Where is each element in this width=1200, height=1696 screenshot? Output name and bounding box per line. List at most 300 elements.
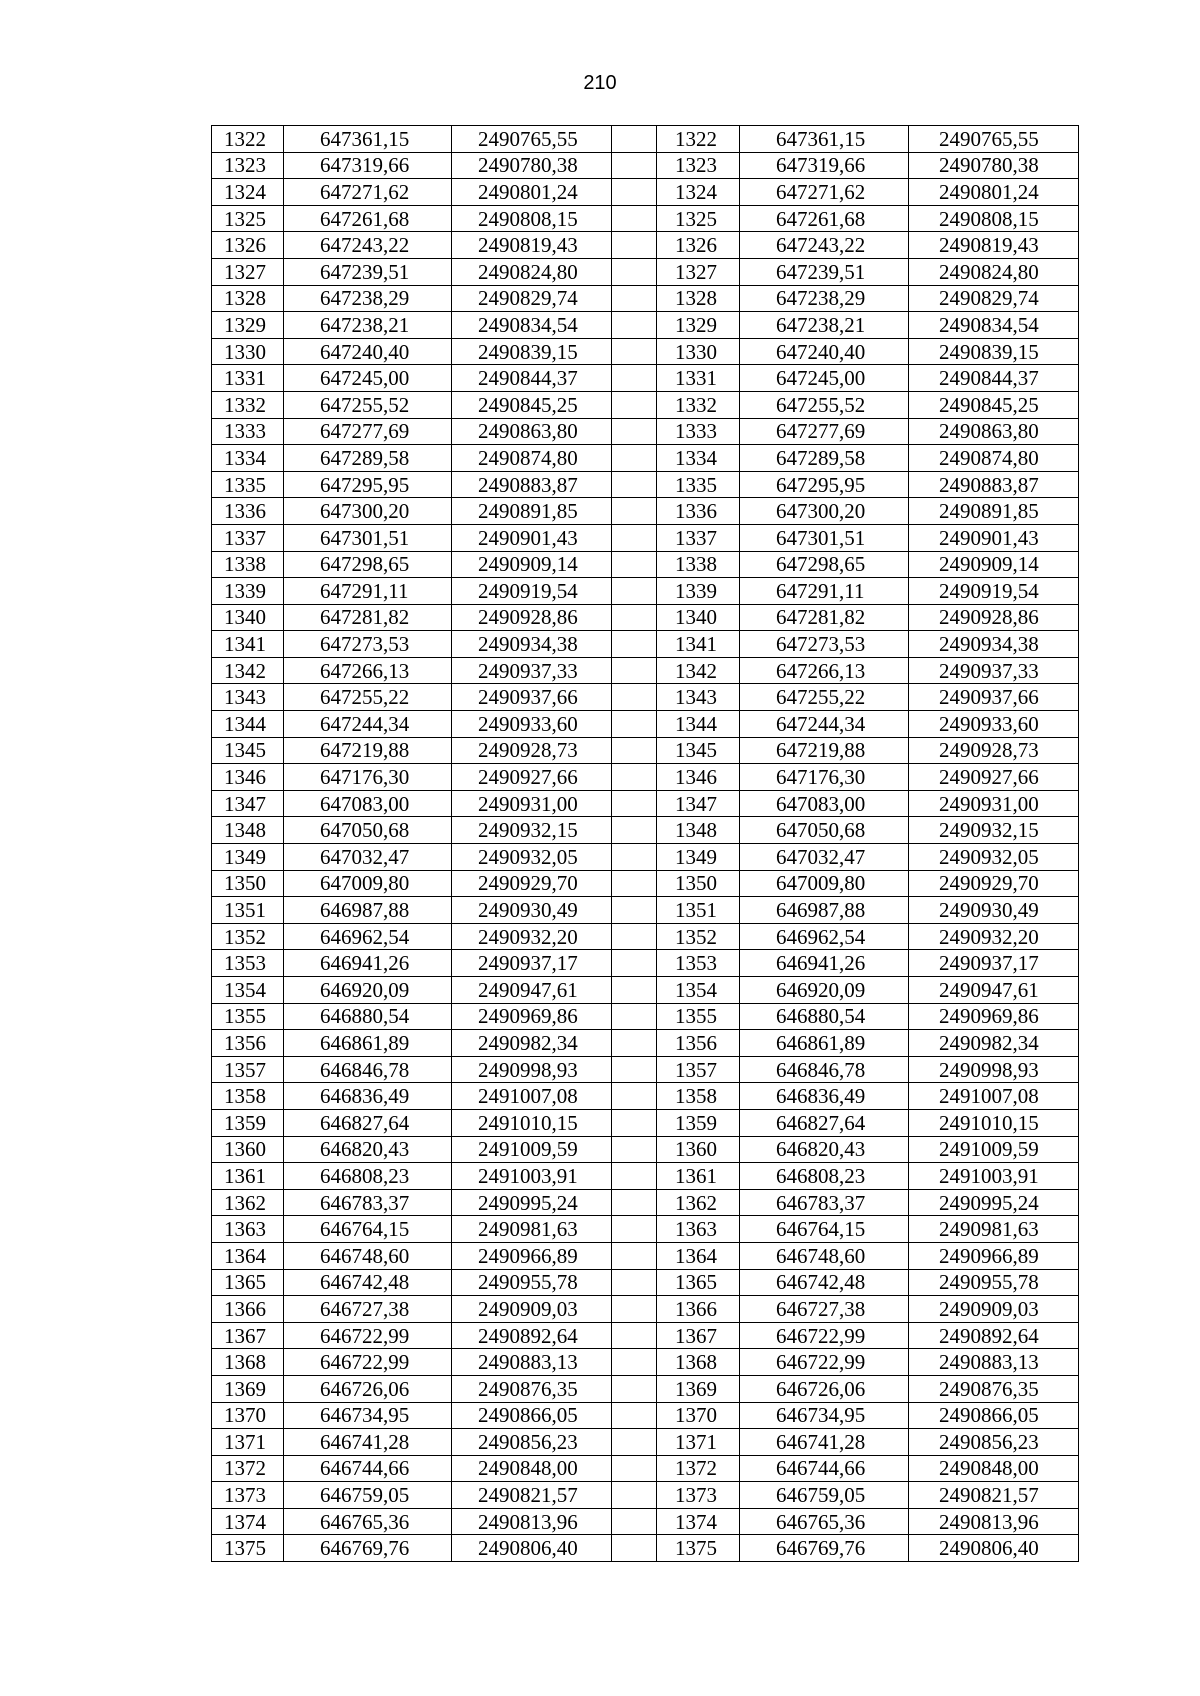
cell-y-coordinate: 2490932,15 xyxy=(452,817,612,844)
cell-x-coordinate: 647238,21 xyxy=(740,312,909,339)
cell-spacer xyxy=(612,977,657,1004)
cell-x-coordinate: 647083,00 xyxy=(740,790,909,817)
cell-y-coordinate: 2490919,54 xyxy=(909,578,1079,605)
cell-spacer xyxy=(612,1216,657,1243)
cell-point-number: 1363 xyxy=(212,1216,284,1243)
cell-point-number: 1370 xyxy=(657,1402,740,1429)
cell-y-coordinate: 2490931,00 xyxy=(909,790,1079,817)
table-row xyxy=(212,1163,1079,1190)
cell-point-number: 1372 xyxy=(657,1455,740,1482)
cell-x-coordinate: 647238,29 xyxy=(284,285,452,312)
table-row xyxy=(212,1482,1079,1509)
table-row xyxy=(212,524,1079,551)
cell-y-coordinate: 2491009,59 xyxy=(452,1136,612,1163)
table-row xyxy=(212,1269,1079,1296)
coordinates-table-body xyxy=(212,126,1079,1562)
cell-point-number: 1348 xyxy=(212,817,284,844)
cell-spacer xyxy=(612,1242,657,1269)
cell-point-number: 1324 xyxy=(212,179,284,206)
cell-point-number: 1325 xyxy=(657,205,740,232)
cell-x-coordinate: 647255,52 xyxy=(740,391,909,418)
cell-point-number: 1341 xyxy=(212,631,284,658)
cell-point-number: 1374 xyxy=(657,1508,740,1535)
table-row xyxy=(212,1296,1079,1323)
cell-spacer xyxy=(612,179,657,206)
cell-point-number: 1329 xyxy=(657,312,740,339)
table-row xyxy=(212,870,1079,897)
table-row xyxy=(212,1402,1079,1429)
table-row xyxy=(212,258,1079,285)
cell-x-coordinate: 647238,29 xyxy=(740,285,909,312)
cell-point-number: 1325 xyxy=(212,205,284,232)
cell-spacer xyxy=(612,1375,657,1402)
cell-x-coordinate: 647277,69 xyxy=(284,418,452,445)
cell-point-number: 1330 xyxy=(657,338,740,365)
cell-spacer xyxy=(612,471,657,498)
table-row xyxy=(212,205,1079,232)
cell-y-coordinate: 2491010,15 xyxy=(909,1109,1079,1136)
cell-point-number: 1326 xyxy=(212,232,284,259)
cell-x-coordinate: 646759,05 xyxy=(740,1482,909,1509)
cell-y-coordinate: 2491003,91 xyxy=(452,1163,612,1190)
cell-x-coordinate: 646827,64 xyxy=(740,1109,909,1136)
cell-x-coordinate: 646920,09 xyxy=(284,977,452,1004)
cell-point-number: 1337 xyxy=(657,524,740,551)
table-row xyxy=(212,471,1079,498)
cell-point-number: 1347 xyxy=(657,790,740,817)
cell-x-coordinate: 647176,30 xyxy=(284,764,452,791)
cell-y-coordinate: 2490839,15 xyxy=(909,338,1079,365)
cell-point-number: 1364 xyxy=(212,1242,284,1269)
cell-point-number: 1338 xyxy=(212,551,284,578)
table-row xyxy=(212,1322,1079,1349)
cell-x-coordinate: 647009,80 xyxy=(284,870,452,897)
cell-x-coordinate: 647176,30 xyxy=(740,764,909,791)
cell-point-number: 1364 xyxy=(657,1242,740,1269)
cell-spacer xyxy=(612,737,657,764)
cell-y-coordinate: 2490834,54 xyxy=(909,312,1079,339)
cell-point-number: 1336 xyxy=(212,498,284,525)
cell-point-number: 1343 xyxy=(212,684,284,711)
cell-x-coordinate: 647243,22 xyxy=(740,232,909,259)
cell-y-coordinate: 2490927,66 xyxy=(909,764,1079,791)
cell-y-coordinate: 2490806,40 xyxy=(909,1535,1079,1562)
table-row xyxy=(212,711,1079,738)
cell-spacer xyxy=(612,551,657,578)
cell-y-coordinate: 2490966,89 xyxy=(909,1242,1079,1269)
table-row xyxy=(212,1083,1079,1110)
cell-y-coordinate: 2490981,63 xyxy=(452,1216,612,1243)
cell-x-coordinate: 646742,48 xyxy=(284,1269,452,1296)
cell-point-number: 1358 xyxy=(657,1083,740,1110)
cell-x-coordinate: 647300,20 xyxy=(284,498,452,525)
cell-x-coordinate: 647261,68 xyxy=(284,205,452,232)
cell-y-coordinate: 2490883,87 xyxy=(909,471,1079,498)
cell-y-coordinate: 2490892,64 xyxy=(909,1322,1079,1349)
cell-point-number: 1344 xyxy=(212,711,284,738)
cell-point-number: 1355 xyxy=(657,1003,740,1030)
cell-spacer xyxy=(612,657,657,684)
cell-y-coordinate: 2490845,25 xyxy=(909,391,1079,418)
cell-y-coordinate: 2490801,24 xyxy=(452,179,612,206)
cell-spacer xyxy=(612,844,657,871)
cell-x-coordinate: 647281,82 xyxy=(740,604,909,631)
cell-y-coordinate: 2490934,38 xyxy=(452,631,612,658)
cell-x-coordinate: 646769,76 xyxy=(740,1535,909,1562)
cell-x-coordinate: 646783,37 xyxy=(740,1189,909,1216)
cell-y-coordinate: 2490866,05 xyxy=(452,1402,612,1429)
cell-x-coordinate: 646764,15 xyxy=(284,1216,452,1243)
cell-point-number: 1333 xyxy=(657,418,740,445)
cell-point-number: 1323 xyxy=(657,152,740,179)
cell-y-coordinate: 2490909,14 xyxy=(909,551,1079,578)
cell-y-coordinate: 2490892,64 xyxy=(452,1322,612,1349)
table-row xyxy=(212,285,1079,312)
cell-point-number: 1328 xyxy=(212,285,284,312)
table-row xyxy=(212,391,1079,418)
cell-y-coordinate: 2490998,93 xyxy=(909,1056,1079,1083)
cell-spacer xyxy=(612,631,657,658)
cell-spacer xyxy=(612,817,657,844)
cell-x-coordinate: 647273,53 xyxy=(284,631,452,658)
cell-x-coordinate: 647239,51 xyxy=(284,258,452,285)
cell-y-coordinate: 2490829,74 xyxy=(452,285,612,312)
cell-point-number: 1373 xyxy=(657,1482,740,1509)
cell-x-coordinate: 647245,00 xyxy=(284,365,452,392)
cell-point-number: 1346 xyxy=(657,764,740,791)
cell-point-number: 1362 xyxy=(657,1189,740,1216)
cell-spacer xyxy=(612,870,657,897)
cell-y-coordinate: 2490928,86 xyxy=(452,604,612,631)
table-row xyxy=(212,445,1079,472)
cell-y-coordinate: 2490981,63 xyxy=(909,1216,1079,1243)
cell-x-coordinate: 647261,68 xyxy=(740,205,909,232)
cell-spacer xyxy=(612,1349,657,1376)
cell-point-number: 1344 xyxy=(657,711,740,738)
cell-x-coordinate: 646987,88 xyxy=(284,897,452,924)
cell-point-number: 1359 xyxy=(212,1109,284,1136)
cell-x-coordinate: 647291,11 xyxy=(284,578,452,605)
table-row xyxy=(212,897,1079,924)
cell-x-coordinate: 646820,43 xyxy=(740,1136,909,1163)
table-row xyxy=(212,1216,1079,1243)
cell-y-coordinate: 2490966,89 xyxy=(452,1242,612,1269)
table-row xyxy=(212,1030,1079,1057)
cell-y-coordinate: 2490821,57 xyxy=(452,1482,612,1509)
cell-point-number: 1335 xyxy=(212,471,284,498)
cell-point-number: 1324 xyxy=(657,179,740,206)
cell-y-coordinate: 2490848,00 xyxy=(452,1455,612,1482)
cell-x-coordinate: 647289,58 xyxy=(740,445,909,472)
cell-y-coordinate: 2490863,80 xyxy=(452,418,612,445)
cell-spacer xyxy=(612,764,657,791)
cell-y-coordinate: 2490863,80 xyxy=(909,418,1079,445)
cell-y-coordinate: 2490909,03 xyxy=(909,1296,1079,1323)
table-row xyxy=(212,418,1079,445)
cell-y-coordinate: 2491010,15 xyxy=(452,1109,612,1136)
cell-spacer xyxy=(612,578,657,605)
cell-point-number: 1339 xyxy=(657,578,740,605)
cell-y-coordinate: 2490808,15 xyxy=(909,205,1079,232)
cell-point-number: 1334 xyxy=(212,445,284,472)
table-row xyxy=(212,1349,1079,1376)
cell-x-coordinate: 647050,68 xyxy=(740,817,909,844)
cell-x-coordinate: 646769,76 xyxy=(284,1535,452,1562)
cell-point-number: 1343 xyxy=(657,684,740,711)
cell-y-coordinate: 2490929,70 xyxy=(909,870,1079,897)
cell-point-number: 1331 xyxy=(212,365,284,392)
cell-point-number: 1371 xyxy=(657,1429,740,1456)
cell-x-coordinate: 647289,58 xyxy=(284,445,452,472)
cell-x-coordinate: 646820,43 xyxy=(284,1136,452,1163)
cell-point-number: 1356 xyxy=(657,1030,740,1057)
cell-x-coordinate: 646846,78 xyxy=(284,1056,452,1083)
cell-x-coordinate: 646748,60 xyxy=(284,1242,452,1269)
cell-x-coordinate: 647240,40 xyxy=(740,338,909,365)
table-row xyxy=(212,338,1079,365)
cell-x-coordinate: 646941,26 xyxy=(284,950,452,977)
cell-y-coordinate: 2490883,13 xyxy=(452,1349,612,1376)
table-row xyxy=(212,179,1079,206)
cell-y-coordinate: 2490928,73 xyxy=(452,737,612,764)
cell-point-number: 1354 xyxy=(657,977,740,1004)
cell-x-coordinate: 647291,11 xyxy=(740,578,909,605)
cell-point-number: 1368 xyxy=(657,1349,740,1376)
cell-point-number: 1331 xyxy=(657,365,740,392)
cell-y-coordinate: 2490932,20 xyxy=(909,923,1079,950)
cell-x-coordinate: 646861,89 xyxy=(284,1030,452,1057)
cell-point-number: 1358 xyxy=(212,1083,284,1110)
cell-y-coordinate: 2491003,91 xyxy=(909,1163,1079,1190)
cell-y-coordinate: 2490839,15 xyxy=(452,338,612,365)
cell-y-coordinate: 2490932,05 xyxy=(452,844,612,871)
table-row xyxy=(212,1056,1079,1083)
cell-point-number: 1342 xyxy=(212,657,284,684)
cell-x-coordinate: 647319,66 xyxy=(740,152,909,179)
cell-x-coordinate: 646941,26 xyxy=(740,950,909,977)
cell-x-coordinate: 647244,34 xyxy=(284,711,452,738)
cell-y-coordinate: 2490982,34 xyxy=(909,1030,1079,1057)
cell-y-coordinate: 2490824,80 xyxy=(909,258,1079,285)
cell-spacer xyxy=(612,126,657,153)
cell-y-coordinate: 2490844,37 xyxy=(452,365,612,392)
table-row xyxy=(212,950,1079,977)
cell-x-coordinate: 647240,40 xyxy=(284,338,452,365)
cell-spacer xyxy=(612,1163,657,1190)
cell-spacer xyxy=(612,365,657,392)
cell-x-coordinate: 647298,65 xyxy=(284,551,452,578)
cell-y-coordinate: 2490998,93 xyxy=(452,1056,612,1083)
cell-point-number: 1373 xyxy=(212,1482,284,1509)
cell-x-coordinate: 646920,09 xyxy=(740,977,909,1004)
cell-y-coordinate: 2491007,08 xyxy=(452,1083,612,1110)
cell-spacer xyxy=(612,1109,657,1136)
cell-x-coordinate: 646741,28 xyxy=(284,1429,452,1456)
table-row xyxy=(212,1189,1079,1216)
cell-y-coordinate: 2490874,80 xyxy=(909,445,1079,472)
cell-spacer xyxy=(612,205,657,232)
cell-point-number: 1366 xyxy=(657,1296,740,1323)
cell-x-coordinate: 646734,95 xyxy=(740,1402,909,1429)
cell-x-coordinate: 647319,66 xyxy=(284,152,452,179)
cell-y-coordinate: 2490876,35 xyxy=(452,1375,612,1402)
cell-x-coordinate: 646962,54 xyxy=(740,923,909,950)
cell-y-coordinate: 2490937,17 xyxy=(452,950,612,977)
cell-y-coordinate: 2490883,13 xyxy=(909,1349,1079,1376)
cell-x-coordinate: 646722,99 xyxy=(740,1349,909,1376)
cell-spacer xyxy=(612,1056,657,1083)
cell-y-coordinate: 2490969,86 xyxy=(452,1003,612,1030)
cell-x-coordinate: 646722,99 xyxy=(284,1322,452,1349)
cell-point-number: 1362 xyxy=(212,1189,284,1216)
cell-spacer xyxy=(612,1322,657,1349)
cell-spacer xyxy=(612,711,657,738)
cell-y-coordinate: 2490955,78 xyxy=(452,1269,612,1296)
table-row xyxy=(212,923,1079,950)
cell-y-coordinate: 2490891,85 xyxy=(452,498,612,525)
cell-spacer xyxy=(612,1269,657,1296)
cell-point-number: 1353 xyxy=(212,950,284,977)
cell-x-coordinate: 646987,88 xyxy=(740,897,909,924)
cell-point-number: 1330 xyxy=(212,338,284,365)
cell-x-coordinate: 646726,06 xyxy=(284,1375,452,1402)
cell-x-coordinate: 647298,65 xyxy=(740,551,909,578)
cell-point-number: 1372 xyxy=(212,1455,284,1482)
cell-y-coordinate: 2490829,74 xyxy=(909,285,1079,312)
cell-x-coordinate: 647361,15 xyxy=(740,126,909,153)
cell-x-coordinate: 646741,28 xyxy=(740,1429,909,1456)
cell-x-coordinate: 646808,23 xyxy=(284,1163,452,1190)
cell-x-coordinate: 647243,22 xyxy=(284,232,452,259)
cell-x-coordinate: 646759,05 xyxy=(284,1482,452,1509)
table-row xyxy=(212,737,1079,764)
cell-x-coordinate: 646880,54 xyxy=(284,1003,452,1030)
cell-spacer xyxy=(612,338,657,365)
cell-point-number: 1332 xyxy=(212,391,284,418)
cell-spacer xyxy=(612,1189,657,1216)
cell-point-number: 1353 xyxy=(657,950,740,977)
cell-spacer xyxy=(612,418,657,445)
cell-x-coordinate: 647266,13 xyxy=(740,657,909,684)
cell-point-number: 1361 xyxy=(657,1163,740,1190)
cell-y-coordinate: 2490919,54 xyxy=(452,578,612,605)
cell-x-coordinate: 647301,51 xyxy=(740,524,909,551)
cell-point-number: 1349 xyxy=(212,844,284,871)
cell-spacer xyxy=(612,285,657,312)
cell-y-coordinate: 2490844,37 xyxy=(909,365,1079,392)
cell-y-coordinate: 2490955,78 xyxy=(909,1269,1079,1296)
cell-point-number: 1349 xyxy=(657,844,740,871)
cell-point-number: 1327 xyxy=(657,258,740,285)
cell-y-coordinate: 2490819,43 xyxy=(909,232,1079,259)
cell-x-coordinate: 646808,23 xyxy=(740,1163,909,1190)
cell-x-coordinate: 646783,37 xyxy=(284,1189,452,1216)
cell-y-coordinate: 2490780,38 xyxy=(452,152,612,179)
cell-x-coordinate: 647219,88 xyxy=(284,737,452,764)
cell-y-coordinate: 2490801,24 xyxy=(909,179,1079,206)
table-row xyxy=(212,1535,1079,1562)
table-row xyxy=(212,1242,1079,1269)
table-row xyxy=(212,790,1079,817)
cell-point-number: 1340 xyxy=(212,604,284,631)
cell-spacer xyxy=(612,684,657,711)
cell-x-coordinate: 646765,36 xyxy=(284,1508,452,1535)
table-row xyxy=(212,1109,1079,1136)
cell-x-coordinate: 646764,15 xyxy=(740,1216,909,1243)
cell-y-coordinate: 2490929,70 xyxy=(452,870,612,897)
cell-point-number: 1366 xyxy=(212,1296,284,1323)
cell-y-coordinate: 2490932,15 xyxy=(909,817,1079,844)
page-number: 210 xyxy=(583,72,617,94)
cell-point-number: 1368 xyxy=(212,1349,284,1376)
cell-y-coordinate: 2490876,35 xyxy=(909,1375,1079,1402)
cell-spacer xyxy=(612,1429,657,1456)
cell-x-coordinate: 647295,95 xyxy=(740,471,909,498)
cell-y-coordinate: 2490927,66 xyxy=(452,764,612,791)
cell-point-number: 1363 xyxy=(657,1216,740,1243)
cell-x-coordinate: 647295,95 xyxy=(284,471,452,498)
cell-y-coordinate: 2490765,55 xyxy=(452,126,612,153)
cell-point-number: 1339 xyxy=(212,578,284,605)
cell-y-coordinate: 2491009,59 xyxy=(909,1136,1079,1163)
cell-point-number: 1365 xyxy=(212,1269,284,1296)
cell-x-coordinate: 647219,88 xyxy=(740,737,909,764)
cell-point-number: 1341 xyxy=(657,631,740,658)
cell-point-number: 1360 xyxy=(212,1136,284,1163)
cell-point-number: 1352 xyxy=(657,923,740,950)
cell-point-number: 1356 xyxy=(212,1030,284,1057)
cell-spacer xyxy=(612,1136,657,1163)
cell-point-number: 1374 xyxy=(212,1508,284,1535)
cell-point-number: 1370 xyxy=(212,1402,284,1429)
cell-point-number: 1329 xyxy=(212,312,284,339)
cell-point-number: 1354 xyxy=(212,977,284,1004)
cell-y-coordinate: 2490947,61 xyxy=(452,977,612,1004)
cell-y-coordinate: 2490848,00 xyxy=(909,1455,1079,1482)
cell-y-coordinate: 2490824,80 xyxy=(452,258,612,285)
cell-x-coordinate: 647271,62 xyxy=(740,179,909,206)
cell-y-coordinate: 2490821,57 xyxy=(909,1482,1079,1509)
cell-x-coordinate: 647050,68 xyxy=(284,817,452,844)
cell-x-coordinate: 647032,47 xyxy=(284,844,452,871)
cell-y-coordinate: 2490808,15 xyxy=(452,205,612,232)
cell-point-number: 1351 xyxy=(657,897,740,924)
cell-point-number: 1369 xyxy=(657,1375,740,1402)
cell-y-coordinate: 2490937,33 xyxy=(909,657,1079,684)
cell-x-coordinate: 647255,22 xyxy=(284,684,452,711)
cell-y-coordinate: 2490937,33 xyxy=(452,657,612,684)
cell-y-coordinate: 2490819,43 xyxy=(452,232,612,259)
cell-x-coordinate: 647255,22 xyxy=(740,684,909,711)
cell-y-coordinate: 2490901,43 xyxy=(909,524,1079,551)
cell-y-coordinate: 2490933,60 xyxy=(909,711,1079,738)
cell-point-number: 1352 xyxy=(212,923,284,950)
cell-x-coordinate: 646836,49 xyxy=(740,1083,909,1110)
cell-spacer xyxy=(612,1535,657,1562)
cell-x-coordinate: 647277,69 xyxy=(740,418,909,445)
cell-spacer xyxy=(612,1003,657,1030)
cell-spacer xyxy=(612,232,657,259)
cell-point-number: 1342 xyxy=(657,657,740,684)
cell-spacer xyxy=(612,923,657,950)
cell-spacer xyxy=(612,1030,657,1057)
table-row xyxy=(212,551,1079,578)
table-row xyxy=(212,844,1079,871)
cell-y-coordinate: 2490930,49 xyxy=(452,897,612,924)
table-row xyxy=(212,977,1079,1004)
table-row xyxy=(212,764,1079,791)
cell-y-coordinate: 2490932,05 xyxy=(909,844,1079,871)
